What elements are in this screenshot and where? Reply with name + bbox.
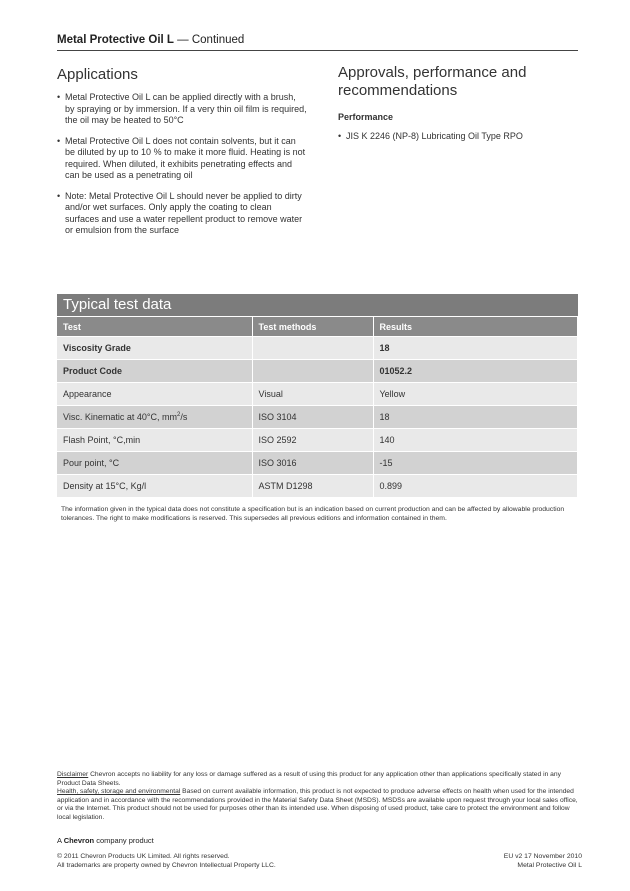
footer-version: [504, 853, 582, 870]
list-item: • JIS K 2246 (NP-8) Lubricating Oil Type RPO: [338, 131, 578, 143]
performance-subheading: Performance: [338, 112, 394, 122]
cell-test: Viscosity Grade: [57, 337, 252, 360]
header-suffix: — Continued: [173, 34, 245, 46]
header-method: Test methods: [252, 317, 373, 337]
approvals-section: [338, 64, 578, 152]
table-row: [57, 452, 578, 475]
cell-method: ASTM D1298: [252, 475, 373, 498]
cell-result: 18: [373, 406, 578, 429]
header-test: Test: [57, 317, 252, 337]
trademarks-text: All trademarks are property owned by Chevron Intellectual Property LLC.: [57, 861, 276, 869]
cell-result: 18: [373, 337, 578, 360]
cell-result: -15: [373, 452, 578, 475]
header-results: Results: [373, 317, 578, 337]
chevron-company-line: A Chevron company product: [57, 836, 154, 845]
cell-result: 0.899: [373, 475, 578, 498]
footer-disclaimer: [57, 771, 582, 823]
applications-section: [57, 66, 307, 246]
cell-test: Appearance: [57, 383, 252, 406]
cell-method: ISO 2592: [252, 429, 373, 452]
cell-result: 140: [373, 429, 578, 452]
cell-test: Pour point, °C: [57, 452, 252, 475]
test-data-table: [57, 294, 578, 497]
list-item: • Metal Protective Oil L can be applied directly with a brush, by spraying or by immersion. If a very thin oil film is required, the oil may be heated to 50°C: [57, 92, 307, 127]
cell-result: 01052.2: [373, 360, 578, 383]
footer-copyright: [57, 853, 276, 870]
page-header: [57, 34, 578, 51]
cell-method: ISO 3016: [252, 452, 373, 475]
table-row: [57, 337, 578, 360]
disclaimer-label: Disclaimer: [57, 771, 89, 778]
cell-method: Visual: [252, 383, 373, 406]
table-row: [57, 429, 578, 452]
applications-title: Applications: [57, 66, 138, 83]
copyright-text: © 2011 Chevron Products UK Limited. All rights reserved.: [57, 853, 230, 860]
health-label: Health, safety, storage and environmental: [57, 788, 181, 796]
approvals-title: Approvals, performance and recommendations: [338, 64, 527, 99]
cell-test: Visc. Kinematic at 40°C, $mm^2/s$: [57, 406, 252, 429]
footer-product: Metal Protective Oil L: [517, 861, 582, 869]
table-row: [57, 406, 578, 429]
table-note: The information given in the typical data does not constitute a specification but is an indication based on current production and can be affected by allowable production tolerances. The right to make modifications is reserved. This supersedes all previous editions and information contained in them.: [61, 506, 565, 522]
cell-test: Product Code: [57, 360, 252, 383]
table-row: [57, 475, 578, 498]
table-row: [57, 383, 578, 406]
table-row: [57, 360, 578, 383]
approvals-list: [338, 131, 578, 143]
cell-result: Yellow: [373, 383, 578, 406]
cell-method: [252, 360, 373, 383]
chevron-logo: Chevron: [63, 836, 95, 845]
applications-list: [57, 92, 307, 237]
cell-test: Flash Point, °C,min: [57, 429, 252, 452]
cell-method: ISO 3104: [252, 406, 373, 429]
list-item: • Metal Protective Oil L does not contain solvents, but it can be diluted by up to 10 % to make it more fluid. Heating is not required. When diluted, it exhibits penetrating effects and can be used as a penetrating oil: [57, 136, 307, 182]
health-text: Based on current available information, this product is not expected to produce adverse effects on health when used for the intended application and in accordance with the recommendations provided in the Material Safety Data Sheet (MSDS). MSDSs are available upon request through your local sales office, or via the Internet. This product should not be used for purposes other than its intended use. When disposing of used product, take care to protect the environment and follow local legislation.: [57, 788, 578, 821]
cell-method: [252, 337, 373, 360]
table-title: Typical test data: [57, 294, 578, 316]
cell-test: Density at 15°C, Kg/l: [57, 475, 252, 498]
version-text: EU v2 17 November 2010: [503, 853, 582, 860]
list-item: • Note: Metal Protective Oil L should never be applied to dirty and/or wet surfaces. Only apply the coating to clean surfaces and use a water repellent product to remove water or emulsion from the surface: [57, 191, 307, 237]
header-product: Metal Protective Oil L: [57, 34, 174, 46]
disclaimer-text: Chevron accepts no liability for any loss or damage suffered as a result of using this product for any application other than applications specifically stated in any Product Data Sheets.: [57, 771, 561, 787]
